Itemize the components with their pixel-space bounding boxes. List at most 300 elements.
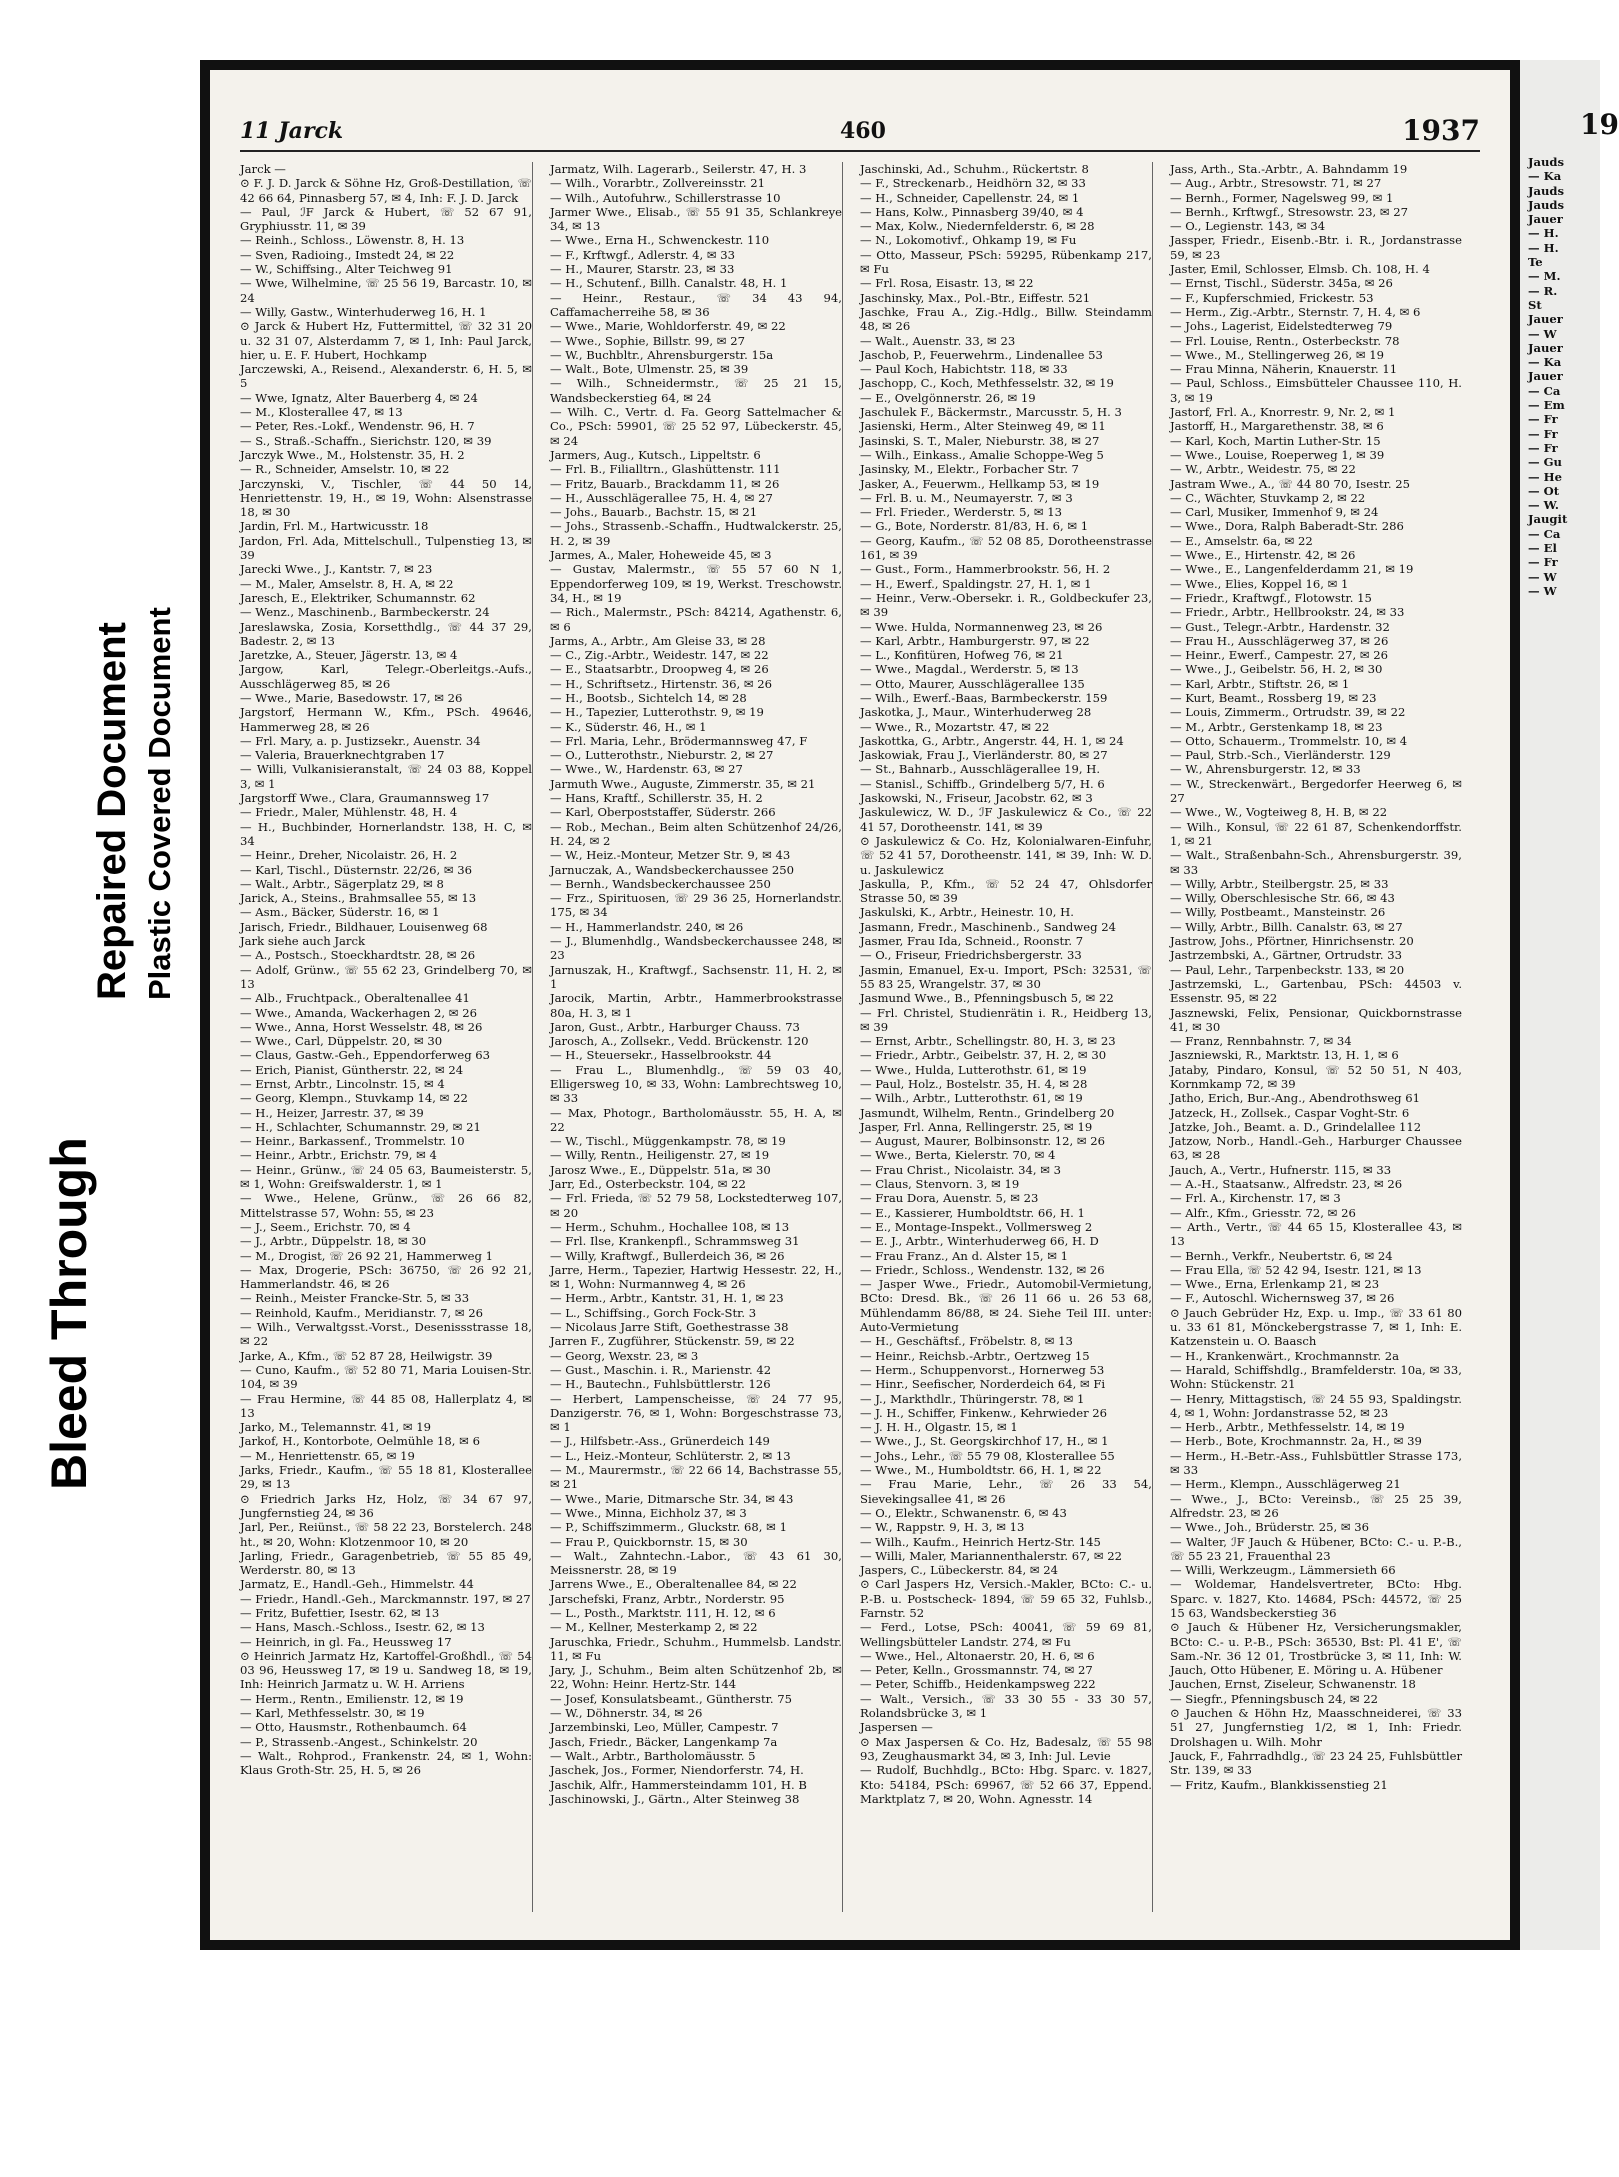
- directory-entry: — Otto, Schauerm., Trommelstr. 10, ✉ 4: [1170, 733, 1408, 748]
- directory-entry: — Ferd., Lotse, PSch: 40041, ☏ 59 69 81, Wellingsbütteler Landstr. 274, ✉ Fu: [860, 1620, 1152, 1649]
- directory-entry: — F., Kupferschmied, Frickestr. 53: [1170, 290, 1374, 305]
- directory-entry: Jarczewski, A., Reisend., Alexanderstr. 6, H. 5, ✉ 5: [240, 362, 532, 391]
- directory-entry: Jasmundt, Wilhelm, Rentn., Grindelberg 20: [860, 1105, 1115, 1120]
- directory-entry: Jaschopp, C., Koch, Methfesselstr. 32, ✉ 19: [860, 376, 1114, 391]
- directory-entry: — Frl. Rosa, Eisastr. 13, ✉ 22: [860, 276, 1034, 291]
- directory-entry: Jaskulla, P., Kfm., ☏ 52 24 47, Ohlsdorfer Strasse 50, ✉ 39: [860, 876, 1152, 906]
- directory-entry: — Herb., Bote, Krochmannstr. 2a, H., ✉ 39: [1170, 1434, 1422, 1449]
- directory-entry: — Herm., Rentn., Emilienstr. 12, ✉ 19: [240, 1691, 464, 1706]
- directory-entry: Jarrens Wwe., E., Oberaltenallee 84, ✉ 22: [550, 1577, 797, 1592]
- directory-entry: — Fritz, Kaufm., Blankkissenstieg 21: [1170, 1777, 1388, 1792]
- directory-entry: Jarke, A., Kfm., ☏ 52 87 28, Heilwigstr. 39: [240, 1348, 493, 1363]
- directory-entry: — Friedr., Schloss., Wendenstr. 132, ✉ 26: [860, 1262, 1105, 1277]
- directory-entry: — Wwe., M., Stellingerweg 26, ✉ 19: [1170, 347, 1385, 362]
- directory-entry: — Walt., Arbtr., Sägerplatz 29, ✉ 8: [240, 876, 444, 891]
- next-page-line: — He: [1528, 469, 1562, 484]
- directory-entry: — Heinr., Arbtr., Erichstr. 79, ✉ 4: [240, 1148, 437, 1163]
- directory-entry: — Erich, Pianist, Güntherstr. 22, ✉ 24: [240, 1062, 464, 1077]
- directory-entry: — Siegfr., Pfenningsbusch 24, ✉ 22: [1170, 1691, 1379, 1706]
- directory-entry: — Herbert, Lampenscheisse, ☏ 24 77 95, Danzigerstr. 76, ✉ 1, Wohn: Borgeschstrasse 73, ✉ 1: [550, 1391, 842, 1435]
- next-page-line: — Em: [1528, 398, 1565, 413]
- year: 1937: [1402, 114, 1480, 147]
- directory-entry: Jaruschka, Friedr., Schuhm., Hummelsb. Landstr. 11, ✉ Fu: [550, 1634, 842, 1663]
- directory-entry: Jarkof, H., Kontorbote, Oelmühle 18, ✉ 6: [240, 1434, 480, 1449]
- directory-entry: — Wwe., Louise, Roeperweg 1, ✉ 39: [1170, 447, 1385, 462]
- next-page-line: — Gu: [1528, 455, 1562, 470]
- directory-entry: — J. H. H., Olgastr. 15, ✉ 1: [860, 1420, 1018, 1435]
- directory-entry: Jargstorff Wwe., Clara, Graumannsweg 17: [240, 791, 490, 806]
- directory-entry: — Otto, Hausmstr., Rothenbaumch. 64: [240, 1720, 467, 1735]
- directory-entry: — Rob., Mechan., Beim alten Schützenhof 24/26, H. 24, ✉ 2: [550, 819, 842, 848]
- directory-entry: Jark siehe auch Jarck: [240, 934, 365, 949]
- directory-entry: Jaschinsky, Max., Pol.-Btr., Eiffestr. 521: [860, 290, 1091, 305]
- directory-entry: — Hans, Kolw., Pinnasberg 39/40, ✉ 4: [860, 204, 1084, 219]
- directory-entry: — J. H., Schiffer, Finkenw., Kehrwieder 26: [860, 1405, 1108, 1420]
- directory-entry: — Walt., Rohprod., Frankenstr. 24, ✉ 1, Wohn: Klaus Groth-Str. 25, H. 5, ✉ 26: [240, 1748, 532, 1778]
- directory-entry: — Wilh., Konsul, ☏ 22 61 87, Schenkendorffstr. 1, ✉ 21: [1170, 819, 1462, 848]
- directory-entry: — Fritz, Bufettier, Isestr. 62, ✉ 13: [240, 1605, 440, 1620]
- directory-entry: — Reinh., Meister Francke-Str. 5, ✉ 33: [240, 1291, 470, 1306]
- directory-entry: Jatzeck, H., Zollsek., Caspar Voght-Str. 6: [1170, 1105, 1410, 1120]
- page-number: 460: [840, 118, 886, 144]
- column-2: [550, 162, 843, 1912]
- directory-entry: — L., Posth., Marktstr. 111, H. 12, ✉ 6: [550, 1605, 776, 1620]
- directory-entry: Jarko, M., Telemannstr. 41, ✉ 19: [240, 1420, 432, 1435]
- directory-entry: — Josef, Konsulatsbeamt., Güntherstr. 75: [550, 1691, 793, 1706]
- directory-entry: — Wilh., Ewerf.-Baas, Barmbeckerstr. 159: [860, 690, 1108, 705]
- directory-entry: Jaskottka, G., Arbtr., Angerstr. 44, H. 1, ✉ 24: [860, 733, 1124, 748]
- directory-entry: — Paul, Lehr., Tarpenbeckstr. 133, ✉ 20: [1170, 962, 1405, 977]
- directory-entry: ⊙ Friedrich Jarks Hz, Holz, ☏ 34 67 97, Jungfernstieg 24, ✉ 36: [240, 1491, 532, 1520]
- directory-entry: — Wwe., Marie, Ditmarsche Str. 34, ✉ 43: [550, 1491, 794, 1506]
- next-page-line: Jauer: [1528, 340, 1563, 355]
- directory-entry: — Wilh., Einkass., Amalie Schoppe-Weg 5: [860, 447, 1104, 462]
- directory-entry: — Reinh., Schloss., Löwenstr. 8, H. 13: [240, 233, 465, 248]
- directory-entry: — Frl. Ilse, Krankenpfl., Schrammsweg 31: [550, 1234, 800, 1249]
- directory-entry: — Rudolf, Buchhdlg., BCto: Hbg. Sparc. v. 1827, Kto: 54184, PSch: 69967, ☏ 52 66 37, Eppend. Marktplatz 7, ✉ 20, Wohn. Agnesstr. 14: [860, 1763, 1152, 1806]
- directory-entry: — Frau Marie, Lehr., ☏ 26 33 54, Sievekingsallee 41, ✉ 26: [860, 1477, 1152, 1506]
- directory-entry: — Karl, Methfesselstr. 30, ✉ 19: [240, 1706, 425, 1721]
- directory-entry: — Hans, Kraftf., Schillerstr. 35, H. 2: [550, 791, 763, 806]
- directory-entry: — Peter, Res.-Lokf., Wendenstr. 96, H. 7: [240, 419, 475, 434]
- directory-entry: — H., Schlachter, Schumannstr. 29, ✉ 21: [240, 1119, 481, 1134]
- directory-entry: — Otto, Maurer, Ausschlägerallee 135: [860, 676, 1085, 691]
- directory-entry: — Wwe, Wilhelmine, ☏ 25 56 19, Barcastr. 10, ✉ 24: [240, 276, 532, 305]
- directory-entry: Jastrzemski, L., Gartenbau, PSch: 44503 v. Essenstr. 95, ✉ 22: [1170, 976, 1462, 1006]
- directory-entry: Jastorf, Frl. A., Knorrestr. 9, Nr. 2, ✉ 1: [1170, 405, 1396, 420]
- directory-entry: — Wwe., Amanda, Wackerhagen 2, ✉ 26: [240, 1005, 477, 1020]
- directory-entry: Jarks, Friedr., Kaufm., ☏ 55 18 81, Klosterallee 29, ✉ 13: [240, 1463, 532, 1492]
- directory-entry: — H., Schutenf., Billh. Canalstr. 48, H. 1: [550, 276, 788, 291]
- directory-entry: — J., Blumenhdlg., Wandsbeckerchaussee 248, ✉ 23: [550, 934, 842, 963]
- directory-entry: — Heinr., Barkassenf., Trommelstr. 10: [240, 1134, 465, 1149]
- directory-entry: Jass, Arth., Sta.-Arbtr., A. Bahndamm 19: [1170, 162, 1408, 176]
- directory-entry: — Willi, Maler, Mariannenthalerstr. 67, ✉ 22: [860, 1548, 1123, 1563]
- directory-entry: — Frl. B., Filialltrn., Glashüttenstr. 111: [550, 462, 781, 477]
- directory-entry: — R., Schneider, Amselstr. 10, ✉ 22: [240, 462, 450, 477]
- directory-entry: — Wwe., Magdal., Werderstr. 5, ✉ 13: [860, 662, 1079, 677]
- directory-entry: Jasmund Wwe., B., Pfenningsbusch 5, ✉ 22: [860, 991, 1114, 1006]
- directory-entry: ⊙ Jauchen & Höhn Hz, Maasschneiderei, ☏ 33 51 27, Jungfernstieg 1/2, ✉ 1, Inh: Friedr. Drolshagen u. Wilh. Mohr: [1170, 1706, 1462, 1749]
- directory-entry: Jarmatz, Wilh. Lagerarb., Seilerstr. 47, H. 3: [550, 162, 807, 176]
- directory-entry: — Willy, Arbtr., Billh. Canalstr. 63, ✉ 27: [1170, 919, 1403, 934]
- directory-entry: Jarmes, A., Maler, Hoheweide 45, ✉ 3: [550, 548, 772, 563]
- directory-entry: — W., Rappstr. 9, H. 3, ✉ 13: [860, 1520, 1025, 1535]
- directory-entry: Jaresch, E., Elektriker, Schumannstr. 62: [240, 590, 476, 605]
- directory-entry: — Willy, Arbtr., Steilbergstr. 25, ✉ 33: [1170, 876, 1389, 891]
- directory-entry: — Herb., Arbtr., Methfesselstr. 14, ✉ 19: [1170, 1420, 1405, 1435]
- directory-entry: — Wwe., J., Geibelstr. 56, H. 2, ✉ 30: [1170, 662, 1383, 677]
- directory-entry: — Bernh., Former, Nagelsweg 99, ✉ 1: [1170, 190, 1394, 205]
- directory-entry: — Reinhold, Kaufm., Meridianstr. 7, ✉ 26: [240, 1305, 484, 1320]
- directory-entry: — Wwe., E., Langenfelderdamm 21, ✉ 19: [1170, 562, 1414, 577]
- directory-entry: — H., Schneider, Capellenstr. 24, ✉ 1: [860, 190, 1080, 205]
- directory-entry: Jastrzembski, A., Gärtner, Ortrudstr. 33: [1170, 948, 1403, 963]
- directory-entry: — E. J., Arbtr., Winterhuderweg 66, H. D: [860, 1234, 1099, 1249]
- directory-entry: Jaschke, Frau A., Zig.-Hdlg., Billw. Steindamm 48, ✉ 26: [860, 304, 1152, 334]
- next-page-line: — Ca: [1528, 526, 1561, 541]
- directory-entry: — W., Schiffsing., Alter Teichweg 91: [240, 262, 453, 277]
- directory-entry: — J., Markthdlr., Thüringerstr. 78, ✉ 1: [860, 1391, 1085, 1406]
- directory-entry: — P., Strassenb.-Angest., Schinkelstr. 20: [240, 1734, 478, 1749]
- directory-entry: — H., Schriftsetz., Hirtenstr. 36, ✉ 26: [550, 676, 773, 691]
- directory-entry: Jardon, Frl. Ada, Mittelschull., Tulpenstieg 13, ✉ 39: [240, 533, 532, 563]
- directory-entry: — Frl. Maria, Lehr., Brödermannsweg 47, F: [550, 733, 808, 748]
- directory-entry: — M., Drogist, ☏ 26 92 21, Hammerweg 1: [240, 1248, 493, 1263]
- directory-entry: — Frau Dora, Auenstr. 5, ✉ 23: [860, 1191, 1039, 1206]
- directory-entry: — Frl. Frieda, ☏ 52 79 58, Lockstedterweg 107, ✉ 20: [550, 1191, 842, 1220]
- directory-entry: Jasienski, Herm., Alter Steinweg 49, ✉ 11: [860, 419, 1106, 434]
- directory-entry: — Johs., Bauarb., Bachstr. 15, ✉ 21: [550, 505, 758, 520]
- directory-entry: — Heinr., Ewerf., Campestr. 27, ✉ 26: [1170, 648, 1389, 663]
- directory-entry: — Franz, Rennbahnstr. 7, ✉ 34: [1170, 1034, 1352, 1049]
- directory-entry: — Wwe., Marie, Basedowstr. 17, ✉ 26: [240, 690, 463, 705]
- directory-entry: Jarren F., Zugführer, Stückenstr. 59, ✉ 22: [550, 1334, 795, 1349]
- directory-entry: — Wilh., Autofuhrw., Schillerstrasse 10: [550, 190, 781, 205]
- directory-entry: — H., Steuersekr., Hasselbrookstr. 44: [550, 1048, 772, 1063]
- directory-entry: Jaspersen —: [860, 1720, 933, 1735]
- directory-entry: — Gust., Telegr.-Arbtr., Hardenstr. 32: [1170, 619, 1390, 634]
- directory-entry: Jasznewski, Felix, Pensionar, Quickbornstrasse 41, ✉ 30: [1170, 1005, 1462, 1034]
- directory-entry: — August, Maurer, Bolbinsonstr. 12, ✉ 26: [860, 1134, 1106, 1149]
- directory-entry: — Henry, Mittagstisch, ☏ 24 55 93, Spaldingstr. 4, ✉ 1, Wohn: Jordanstrasse 52, ✉ 23: [1170, 1391, 1462, 1420]
- directory-entry: — Frl. Christel, Studienrätin i. R., Heidberg 13, ✉ 39: [860, 1005, 1152, 1034]
- directory-entry: — Heinr., Restaur., ☏ 34 43 94, Caffamacherreihe 58, ✉ 36: [550, 290, 842, 319]
- directory-entry: Jassper, Friedr., Eisenb.-Btr. i. R., Jordanstrasse 59, ✉ 23: [1170, 233, 1462, 262]
- directory-entry: Jaschulek F., Bäckermstr., Marcusstr. 5, H. 3: [860, 405, 1122, 420]
- directory-entry: — Bernh., Wandsbeckerchaussee 250: [550, 876, 771, 891]
- directory-entry: — Frl. Louise, Rentn., Osterbeckstr. 78: [1170, 333, 1400, 348]
- directory-entry: — Frl. A., Kirchenstr. 17, ✉ 3: [1170, 1191, 1341, 1206]
- directory-entry: Jary, J., Schuhm., Beim alten Schützenhof 2b, ✉ 22, Wohn: Heinr. Hertz-Str. 144: [550, 1663, 842, 1692]
- directory-entry: — L., Konfitüren, Hofweg 76, ✉ 21: [860, 648, 1064, 663]
- directory-entry: — M., Maurermstr., ☏ 22 66 14, Bachstrasse 55, ✉ 21: [550, 1463, 842, 1492]
- directory-entry: Jaron, Gust., Arbtr., Harburger Chauss. 73: [550, 1019, 800, 1034]
- directory-entry: Jaster, Emil, Schlosser, Elmsb. Ch. 108, H. 4: [1170, 262, 1430, 277]
- directory-entry: Jarnuszak, H., Kraftwgf., Sachsenstr. 11, H. 2, ✉ 1: [550, 962, 842, 991]
- directory-entry: Jataby, Pindaro, Konsul, ☏ 52 50 51, N 403, Kornmkamp 72, ✉ 39: [1170, 1062, 1462, 1091]
- directory-entry: — Ernst, Tischl., Süderstr. 345a, ✉ 26: [1170, 276, 1393, 291]
- directory-entry: — Wwe., Berta, Kielerstr. 70, ✉ 4: [860, 1148, 1056, 1163]
- next-page-line: — H.: [1528, 226, 1559, 241]
- next-page-lines: [1528, 155, 1600, 598]
- directory-entry: — J., Arbtr., Düppelstr. 18, ✉ 30: [240, 1234, 427, 1249]
- directory-entry: — Wwe., Carl, Düppelstr. 20, ✉ 30: [240, 1034, 443, 1049]
- directory-entry: — Wenz., Maschinenb., Barmbeckerstr. 24: [240, 605, 490, 620]
- directory-entry: — Willy, Gastw., Winterhuderweg 16, H. 1: [240, 304, 487, 319]
- directory-entry: — Paul, Strb.-Sch., Vierländerstr. 129: [1170, 748, 1391, 763]
- directory-entry: Jaschinski, Ad., Schuhm., Rückertstr. 8: [860, 162, 1089, 176]
- directory-entry: — Georg, Kaufm., ☏ 52 08 85, Dorotheenstrasse 161, ✉ 39: [860, 533, 1152, 563]
- directory-entry: — Kurt, Beamt., Rossberg 19, ✉ 23: [1170, 690, 1377, 705]
- next-page-line: Jauer: [1528, 312, 1563, 327]
- directory-entry: — Max, Photogr., Bartholomäusstr. 55, H. A, ✉ 22: [550, 1105, 842, 1134]
- directory-entry: Jarl, Per., Reiünst., ☏ 58 22 23, Borstelerch. 248 ht., ✉ 20, Wohn: Klotzenmoor 10, ✉ 20: [240, 1520, 532, 1549]
- directory-entry: — Alb., Fruchtpack., Oberaltenallee 41: [240, 991, 470, 1006]
- directory-entry: — Johs., Lagerist, Eidelstedterweg 79: [1170, 319, 1393, 334]
- directory-entry: Jareslawska, Zosia, Korsetthdlg., ☏ 44 37 29, Badestr. 2, ✉ 13: [240, 619, 532, 648]
- directory-entry: — Frau Christ., Nicolaistr. 34, ✉ 3: [860, 1162, 1061, 1177]
- directory-entry: Jaschek, Jos., Former, Niendorferstr. 74, H.: [550, 1763, 804, 1778]
- directory-entry: Jaskulski, K., Arbtr., Heinestr. 10, H.: [860, 905, 1074, 920]
- directory-entry: — A., Postsch., Stoeckhardtstr. 28, ✉ 26: [240, 948, 476, 963]
- directory-entry: — Wilh. C., Vertr. d. Fa. Georg Sattelmacher & Co., PSch: 59901, ☏ 25 52 97, Lübeckerstr. 45, ✉ 24: [550, 405, 842, 448]
- directory-entry: — M., Maler, Amselstr. 8, H. A, ✉ 22: [240, 576, 454, 591]
- directory-entry: Jarck —: [240, 162, 286, 176]
- directory-entry: — Paul Koch, Habichtstr. 118, ✉ 33: [860, 362, 1068, 377]
- directory-entry: — Heinr., Grünw., ☏ 24 05 63, Baumeisterstr. 5, ✉ 1, Wohn: Greifswalderstr. 1, ✉ 1: [240, 1162, 532, 1192]
- directory-entry: — Wwe., Sophie, Billstr. 99, ✉ 27: [550, 333, 745, 348]
- directory-entry: — E., Staatsarbtr., Droopweg 4, ✉ 26: [550, 662, 769, 677]
- directory-entry: — Frau Minna, Näherin, Knauerstr. 11: [1170, 362, 1398, 377]
- directory-entry: — N., Lokomotivf., Ohkamp 19, ✉ Fu: [860, 233, 1077, 248]
- directory-entry: — Walt., Auenstr. 33, ✉ 23: [860, 333, 1016, 348]
- directory-entry: — Frl. Mary, a. p. Justizsekr., Auenstr. 34: [240, 733, 481, 748]
- directory-entry: Jarocik, Martin, Arbtr., Hammerbrookstrasse 80a, H. 3, ✉ 1: [550, 991, 842, 1020]
- next-page-line: — Fr: [1528, 426, 1558, 441]
- directory-entry: Jardin, Frl. M., Hartwicusstr. 18: [240, 519, 429, 534]
- directory-entry: — F., Autoschl. Wichernsweg 37, ✉ 26: [1170, 1291, 1395, 1306]
- next-page-line: — H.: [1528, 240, 1559, 255]
- directory-entry: Jauchen, Ernst, Ziseleur, Schwanenstr. 18: [1170, 1677, 1416, 1692]
- directory-entry: Jarzembinski, Leo, Müller, Campestr. 7: [550, 1720, 779, 1735]
- next-page-line: Jauds: [1528, 155, 1565, 169]
- directory-entry: — L., Schiffsing., Gorch Fock-Str. 3: [550, 1305, 757, 1320]
- directory-entry: — Willy, Rentn., Heiligenstr. 27, ✉ 19: [550, 1148, 770, 1163]
- directory-entry: — Bernh., Verkfr., Neubertstr. 6, ✉ 24: [1170, 1248, 1393, 1263]
- next-page-line: — Ca: [1528, 383, 1561, 398]
- directory-entry: — Wwe., Joh., Brüderstr. 25, ✉ 36: [1170, 1520, 1370, 1535]
- directory-entry: ⊙ Jarck & Hubert Hz, Futtermittel, ☏ 32 31 20 u. 32 31 07, Alsterdamm 7, ✉ 1, Inh: Paul Jarck, hier, u. E. F. Hubert, Hochkamp: [240, 319, 532, 362]
- directory-entry: Jastrow, Johs., Pförtner, Hinrichsenstr. 20: [1170, 934, 1414, 949]
- directory-entry: — H., Maurer, Starstr. 23, ✉ 33: [550, 262, 735, 277]
- directory-entry: — Walt., Zahntechn.-Labor., ☏ 43 61 30, Meissnerstr. 28, ✉ 19: [550, 1548, 842, 1578]
- column-4: [1170, 162, 1462, 1912]
- directory-entry: — Wwe., Helene, Grünw., ☏ 26 66 82, Mittelstrasse 57, Wohn: 55, ✉ 23: [240, 1191, 532, 1220]
- directory-entry: — Karl, Tischl., Düsternstr. 22/26, ✉ 36: [240, 862, 473, 877]
- directory-entry: — Willy, Postbeamt., Mansteinstr. 26: [1170, 905, 1386, 920]
- directory-entry: Jarling, Friedr., Garagenbetrieb, ☏ 55 85 49, Werderstr. 80, ✉ 13: [240, 1548, 532, 1578]
- directory-entry: — Herm., H.-Betr.-Ass., Fuhlsbüttler Strasse 173, ✉ 33: [1170, 1448, 1462, 1478]
- directory-entry: — Arth., Vertr., ☏ 44 65 15, Klosterallee 43, ✉ 13: [1170, 1219, 1462, 1249]
- directory-entry: — Friedr., Maler, Mühlenstr. 48, H. 4: [240, 805, 458, 820]
- next-page-line: Jauer: [1528, 369, 1563, 384]
- directory-entry: — L., Heiz.-Monteur, Schlüterstr. 2, ✉ 13: [550, 1448, 791, 1463]
- next-page-line: — W.: [1528, 498, 1559, 513]
- directory-entry: Jaspers, C., Lübeckerstr. 84, ✉ 24: [860, 1563, 1059, 1578]
- directory-entry: — Paul, Holz., Bostelstr. 35, H. 4, ✉ 28: [860, 1077, 1088, 1091]
- directory-entry: — Frau Ella, ☏ 52 42 94, Isestr. 121, ✉ 13: [1170, 1262, 1422, 1277]
- next-page-line: — Ka: [1528, 169, 1562, 184]
- directory-entry: — W., Streckenwärt., Bergedorfer Heerweg 6, ✉ 27: [1170, 776, 1462, 806]
- directory-entry: — Carl, Musiker, Immenhof 9, ✉ 24: [1170, 505, 1379, 520]
- directory-entry: — Heinr., Verw.-Obersekr. i. R., Goldbeckufer 23, ✉ 39: [860, 590, 1152, 620]
- directory-entry: — E., Montage-Inspekt., Vollmersweg 2: [860, 1219, 1093, 1234]
- directory-entry: Jasmer, Frau Ida, Schneid., Roonstr. 7: [860, 934, 1084, 949]
- directory-entry: — Wilh., Schneidermstr., ☏ 25 21 15, Wandsbeckerstieg 64, ✉ 24: [550, 376, 842, 405]
- directory-columns: [240, 162, 1480, 1912]
- directory-entry: — H., Bautechn., Fuhlsbüttlerstr. 126: [550, 1377, 771, 1392]
- column-3: [860, 162, 1153, 1912]
- directory-entry: — Wwe., Elies, Koppel 16, ✉ 1: [1170, 576, 1349, 591]
- directory-entry: — Wwe., W., Hardenstr. 63, ✉ 27: [550, 762, 743, 777]
- directory-entry: — Adolf, Grünw., ☏ 55 62 23, Grindelberg 70, ✉ 13: [240, 962, 532, 991]
- next-page-line: — Fr: [1528, 555, 1558, 570]
- directory-entry: — M., Klosterallee 47, ✉ 13: [240, 405, 403, 420]
- next-page-line: Jauds: [1528, 183, 1565, 198]
- directory-entry: — Herm., Klempn., Ausschlägerweg 21: [1170, 1477, 1401, 1492]
- directory-entry: Jarms, A., Arbtr., Am Gleise 33, ✉ 28: [550, 633, 766, 648]
- directory-entry: — Aug., Arbtr., Stresowstr. 71, ✉ 27: [1170, 176, 1382, 191]
- directory-entry: — Walt., Arbtr., Bartholomäusstr. 5: [550, 1748, 756, 1763]
- directory-entry: — Peter, Kelln., Grossmannstr. 74, ✉ 27: [860, 1663, 1093, 1678]
- directory-entry: — H., Hammerlandstr. 240, ✉ 26: [550, 919, 744, 934]
- directory-entry: — Friedr., Arbtr., Hellbrookstr. 24, ✉ 33: [1170, 605, 1405, 620]
- directory-entry: — Louis, Zimmerm., Ortrudstr. 39, ✉ 22: [1170, 705, 1406, 720]
- directory-entry: — Wwe. Hulda, Normannenweg 23, ✉ 26: [860, 619, 1103, 634]
- directory-entry: Jauch, A., Vertr., Hufnerstr. 115, ✉ 33: [1170, 1162, 1392, 1177]
- directory-entry: — Frau Franz., An d. Alster 15, ✉ 1: [860, 1248, 1069, 1263]
- directory-entry: — O., Lutterothstr., Nieburstr. 2, ✉ 27: [550, 748, 774, 763]
- directory-entry: Jarschefski, Franz, Arbtr., Norderstr. 95: [550, 1591, 785, 1606]
- directory-entry: — E., Ovelgönnerstr. 26, ✉ 19: [860, 390, 1036, 405]
- directory-entry: — Friedr., Arbtr., Geibelstr. 37, H. 2, ✉ 30: [860, 1048, 1107, 1063]
- directory-entry: — Asm., Bäcker, Süderstr. 16, ✉ 1: [240, 905, 440, 920]
- directory-entry: — Gust., Maschin. i. R., Marienstr. 42: [550, 1362, 772, 1377]
- directory-entry: Jaskotka, J., Maur., Winterhuderweg 28: [860, 705, 1092, 720]
- directory-entry: — M., Henriettenstr. 65, ✉ 19: [240, 1448, 415, 1463]
- directory-entry: Jasper, Frl. Anna, Rellingerstr. 25, ✉ 19: [860, 1119, 1093, 1134]
- directory-entry: — Hans, Masch.-Schloss., Isestr. 62, ✉ 13: [240, 1620, 485, 1635]
- directory-entry: — Walt., Bote, Ulmenstr. 25, ✉ 39: [550, 362, 749, 377]
- next-page-line: — R.: [1528, 283, 1558, 298]
- directory-entry: — Karl, Koch, Martin Luther-Str. 15: [1170, 433, 1381, 448]
- directory-entry: — Frau Hermine, ☏ 44 85 08, Hallerplatz 4, ✉ 13: [240, 1391, 532, 1420]
- directory-entry: — H., Ewerf., Spaldingstr. 27, H. 1, ✉ 1: [860, 576, 1092, 591]
- directory-entry: — Wwe., Anna, Horst Wesselstr. 48, ✉ 26: [240, 1019, 483, 1034]
- directory-entry: ⊙ Jauch Gebrüder Hz, Exp. u. Imp., ☏ 33 61 80 u. 33 61 81, Mönckebergstrasse 7, ✉ 1, Inh: E. Katzenstein u. O. Baasch: [1170, 1305, 1462, 1349]
- directory-entry: — E., Amselstr. 6a, ✉ 22: [1170, 533, 1313, 548]
- directory-entry: — Paul, Schloss., Eimsbütteler Chaussee 110, H. 3, ✉ 19: [1170, 376, 1462, 405]
- directory-entry: — Wwe., W., Vogteiweg 8, H. B, ✉ 22: [1170, 805, 1388, 820]
- directory-entry: — Wilh., Vorarbtr., Zollvereinsstr. 21: [550, 176, 766, 191]
- next-page-line: — W: [1528, 583, 1557, 598]
- directory-entry: — P., Schiffszimmerm., Gluckstr. 68, ✉ 1: [550, 1520, 787, 1535]
- directory-entry: Jarczyk Wwe., M., Holstenstr. 35, H. 2: [240, 447, 465, 462]
- directory-entry: — Peter, Schiffb., Heidenkampsweg 222: [860, 1677, 1096, 1692]
- directory-entry: — Willi, Vulkanisieranstalt, ☏ 24 03 88, Koppel 3, ✉ 1: [240, 762, 532, 791]
- directory-entry: Jaskulewicz, W. D., ℐF Jaskulewicz & Co., ☏ 22 41 57, Dorotheenstr. 141, ✉ 39: [860, 805, 1152, 834]
- directory-entry: Jarnuczak, A., Wandsbeckerchaussee 250: [550, 862, 795, 877]
- directory-entry: — Hinr., Seefischer, Norderdeich 64, ✉ Fi: [860, 1377, 1106, 1392]
- next-page-line: — W: [1528, 326, 1557, 341]
- directory-entry: — Alfr., Kfm., Griesstr. 72, ✉ 26: [1170, 1205, 1356, 1220]
- directory-entry: — Friedr., Kraftwgf., Flotowstr. 15: [1170, 590, 1372, 605]
- next-page-line: — W: [1528, 569, 1557, 584]
- directory-entry: — Nicolaus Jarre Stift, Goethestrasse 38: [550, 1320, 789, 1335]
- directory-entry: ⊙ Jauch & Hübener Hz, Versicherungsmakler, BCto: C.- u. P.-B., PSch: 36530, Bst: Pl. 41 E', ☏ Sam.-Nr. 36 12 01, Trostbrücke 3, ✉ 11, Inh: W. Jauch, Otto Hübener, E. Möring u. A. Hübener: [1170, 1620, 1462, 1678]
- directory-entry: Jarmer Wwe., Elisab., ☏ 55 91 35, Schlankreye 34, ✉ 13: [550, 204, 842, 234]
- directory-entry: Jarre, Herm., Tapezier, Hartwig Hessestr. 22, H., ✉ 1, Wohn: Nurmannweg 4, ✉ 26: [550, 1262, 842, 1292]
- directory-entry: ⊙ Jaskulewicz & Co. Hz, Kolonialwaren-Einfuhr, ☏ 52 41 57, Dorotheenstr. 141, ✉ 39, Inh: W. D. u. Jaskulewicz: [860, 833, 1152, 877]
- directory-entry: — W., Döhnerstr. 34, ✉ 26: [550, 1706, 703, 1721]
- directory-entry: — W., Arbtr., Weidestr. 75, ✉ 22: [1170, 462, 1356, 477]
- directory-entry: — Georg, Wexstr. 23, ✉ 3: [550, 1348, 699, 1363]
- directory-entry: — Jasper Wwe., Friedr., Automobil-Vermietung, BCto: Dresd. Bk., ☏ 26 11 66 u. 26 53 68, Mühlendamm 86/88, ✉ 24. Siehe Teil III. unter: Auto-Vermietung: [860, 1277, 1152, 1335]
- directory-entry: — Frau L., Blumenhdlg., ☏ 59 03 40, Elligersweg 10, ✉ 33, Wohn: Lambrechtsweg 10, ✉ 33: [550, 1062, 842, 1106]
- next-page-line: — M.: [1528, 269, 1561, 284]
- directory-entry: — Rich., Malermstr., PSch: 84214, Agathenstr. 6, ✉ 6: [550, 605, 842, 634]
- directory-entry: — H., Krankenwärt., Krochmannstr. 2a: [1170, 1348, 1399, 1363]
- directory-entry: Jasch, Friedr., Bäcker, Langenkamp 7a: [550, 1734, 778, 1749]
- directory-entry: — Wwe., Marie, Wohldorferstr. 49, ✉ 22: [550, 319, 786, 334]
- next-page-number: 19: [1580, 108, 1619, 141]
- directory-entry: — St., Bahnarb., Ausschlägerallee 19, H.: [860, 762, 1101, 777]
- directory-entry: Jarczynski, V., Tischler, ☏ 44 50 14, Henriettenstr. 19, H., ✉ 19, Wohn: Alsenstrasse 18, ✉ 30: [240, 476, 532, 520]
- directory-entry: — Wwe., Erna, Erlenkamp 21, ✉ 23: [1170, 1277, 1380, 1292]
- directory-entry: Jarick, A., Steins., Brahmsallee 55, ✉ 13: [240, 891, 477, 906]
- directory-entry: Jarosch, A., Zollsekr., Vedd. Brückenstr. 120: [550, 1034, 809, 1049]
- directory-entry: — W., Tischl., Müggenkampstr. 78, ✉ 19: [550, 1134, 786, 1149]
- directory-entry: — Stanisl., Schiffb., Grindelberg 5/7, H. 6: [860, 776, 1105, 791]
- directory-entry: — Wwe., E., Hirtenstr. 42, ✉ 26: [1170, 548, 1356, 563]
- directory-entry: Jatzke, Joh., Beamt. a. D., Grindelallee 112: [1170, 1119, 1422, 1134]
- directory-entry: Jaschob, P., Feuerwehrm., Lindenallee 53: [860, 347, 1103, 362]
- directory-entry: — Harald, Schiffshdlg., Bramfelderstr. 10a, ✉ 33, Wohn: Stückenstr. 21: [1170, 1362, 1462, 1392]
- directory-entry: — F., Krftwgf., Adlerstr. 4, ✉ 33: [550, 247, 736, 262]
- next-page-line: Te: [1528, 255, 1543, 270]
- directory-entry: — Wwe., Hulda, Lutterothstr. 61, ✉ 19: [860, 1062, 1087, 1077]
- directory-entry: — Otto, Masseur, PSch: 59295, Rübenkamp 217, ✉ Fu: [860, 247, 1152, 277]
- directory-entry: — Wilh., Arbtr., Lutterothstr. 61, ✉ 19: [860, 1091, 1083, 1106]
- directory-entry: — Wwe., J., BCto: Vereinsb., ☏ 25 25 39, Alfredstr. 23, ✉ 26: [1170, 1491, 1462, 1520]
- directory-entry: — M., Arbtr., Gerstenkamp 18, ✉ 23: [1170, 719, 1383, 734]
- directory-page: [210, 70, 1510, 1940]
- bleed-through-label: Bleed Through: [41, 1137, 97, 1490]
- directory-entry: Jarr, Ed., Osterbeckstr. 104, ✉ 22: [550, 1177, 746, 1192]
- directory-entry: — F., Streckenarb., Heidhörn 32, ✉ 33: [860, 176, 1086, 191]
- directory-entry: — Wwe, Ignatz, Alter Bauerberg 4, ✉ 24: [240, 390, 478, 405]
- directory-entry: — W., Heiz.-Monteur, Metzer Str. 9, ✉ 43: [550, 848, 791, 863]
- directory-entry: Jaretzke, A., Steuer, Jägerstr. 13, ✉ 4: [240, 648, 458, 663]
- directory-entry: Jaszniewski, R., Marktstr. 13, H. 1, ✉ 6: [1170, 1048, 1399, 1063]
- directory-entry: — Karl, Arbtr., Stiftstr. 26, ✉ 1: [1170, 676, 1350, 691]
- directory-entry: ⊙ F. J. D. Jarck & Söhne Hz, Groß-Destillation, ☏ 42 66 64, Pinnasberg 57, ✉ 4, Inh: F. J. D. Jarck: [240, 176, 532, 205]
- directory-entry: — C., Wächter, Stuvkamp 2, ✉ 22: [1170, 490, 1366, 505]
- directory-entry: — Wilh., Verwaltgsst.-Vorst., Desenissstrasse 18, ✉ 22: [240, 1320, 532, 1349]
- next-page-line: Jauds: [1528, 197, 1565, 212]
- directory-entry: Jarmuth Wwe., Auguste, Zimmerstr. 35, ✉ 21: [550, 776, 816, 791]
